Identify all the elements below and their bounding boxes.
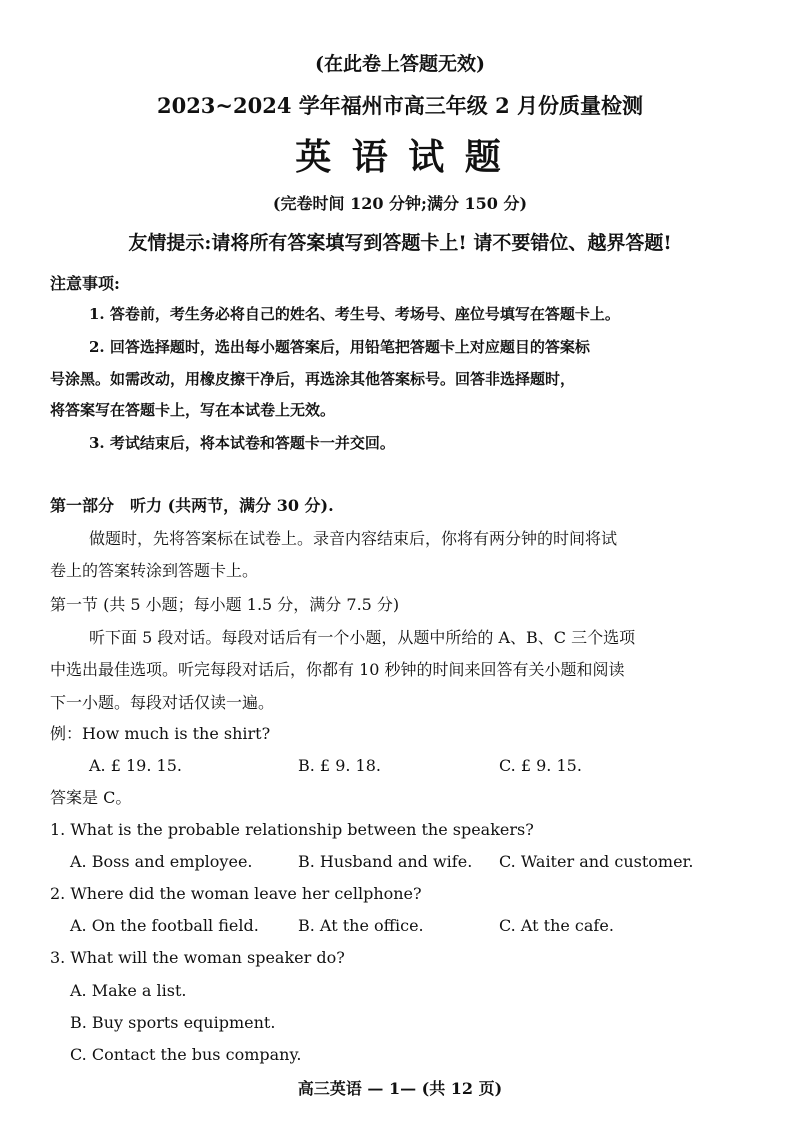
section1-line: 听下面 5 段对话。每段对话后有一个小题，从题中所给的 A、B、C 三个选项 (89, 628, 636, 647)
example-option-a: A. £ 19. 15. (89, 756, 182, 775)
part1-heading: 第一部分 听力 (共两节，满分 30 分). (50, 496, 334, 515)
notice-text: (在此卷上答题无效) (315, 53, 485, 75)
question-1: 1. What is the probable relationship between the speakers? (50, 820, 534, 839)
section1-line: 下一小题。每段对话仅读一遍。 (50, 693, 275, 712)
question-2: 2. Where did the woman leave her cellphone? (50, 884, 422, 903)
question-3: 3. What will the woman speaker do? (50, 948, 345, 967)
example-answer: 答案是 C。 (50, 788, 132, 807)
subject-title: 英 语 试 题 (295, 136, 505, 178)
q2-option-a: A. On the football field. (70, 916, 259, 935)
note-line: 号涂黑。如需改动，用橡皮擦干净后，再选涂其他答案标号。回答非选择题时， (50, 370, 576, 388)
part1-intro-line: 卷上的答案转涂到答题卡上。 (50, 561, 259, 580)
section1-heading: 第一节 (共 5 小题；每小题 1.5 分，满分 7.5 分) (50, 595, 400, 614)
q1-option-b: B. Husband and wife. (298, 852, 473, 871)
q1-option-c: C. Waiter and customer. (499, 852, 694, 871)
example-option-c: C. £ 9. 15. (499, 756, 582, 775)
part1-intro-line: 做题时，先将答案标在试卷上。录音内容结束后，你将有两分钟的时间将试 (89, 529, 618, 548)
example-option-b: B. £ 9. 18. (298, 756, 381, 775)
q2-option-c: C. At the cafe. (499, 916, 614, 935)
example-question: 例：How much is the shirt? (50, 724, 271, 743)
page-footer: 高三英语 — 1— (共 12 页) (297, 1079, 503, 1098)
q3-option-c: C. Contact the bus company. (70, 1045, 302, 1064)
note-line: 将答案写在答题卡上，写在本试卷上无效。 (50, 401, 336, 419)
reminder-text: 友情提示:请将所有答案填写到答题卡上! 请不要错位、越界答题! (128, 232, 672, 254)
note-line: 2. 回答选择题时，选出每小题答案后，用铅笔把答题卡上对应题目的答案标 (89, 338, 590, 356)
note-line: 1. 答卷前，考生务必将自己的姓名、考生号、考场号、座位号填写在答题卡上。 (89, 305, 620, 323)
q3-option-b: B. Buy sports equipment. (70, 1013, 276, 1032)
note-line: 3. 考试结束后，将本试卷和答题卡一并交回。 (89, 434, 395, 452)
time-info: (完卷时间 120 分钟;满分 150 分) (272, 194, 528, 213)
q1-option-a: A. Boss and employee. (70, 852, 253, 871)
exam-title: 2023~2024 学年福州市高三年级 2 月份质量检测 (156, 93, 644, 118)
section1-line: 中选出最佳选项。听完每段对话后，你都有 10 秒钟的时间来回答有关小题和阅读 (50, 660, 625, 679)
notes-heading: 注意事项: (50, 274, 120, 293)
q3-option-a: A. Make a list. (70, 981, 187, 1000)
q2-option-b: B. At the office. (298, 916, 424, 935)
